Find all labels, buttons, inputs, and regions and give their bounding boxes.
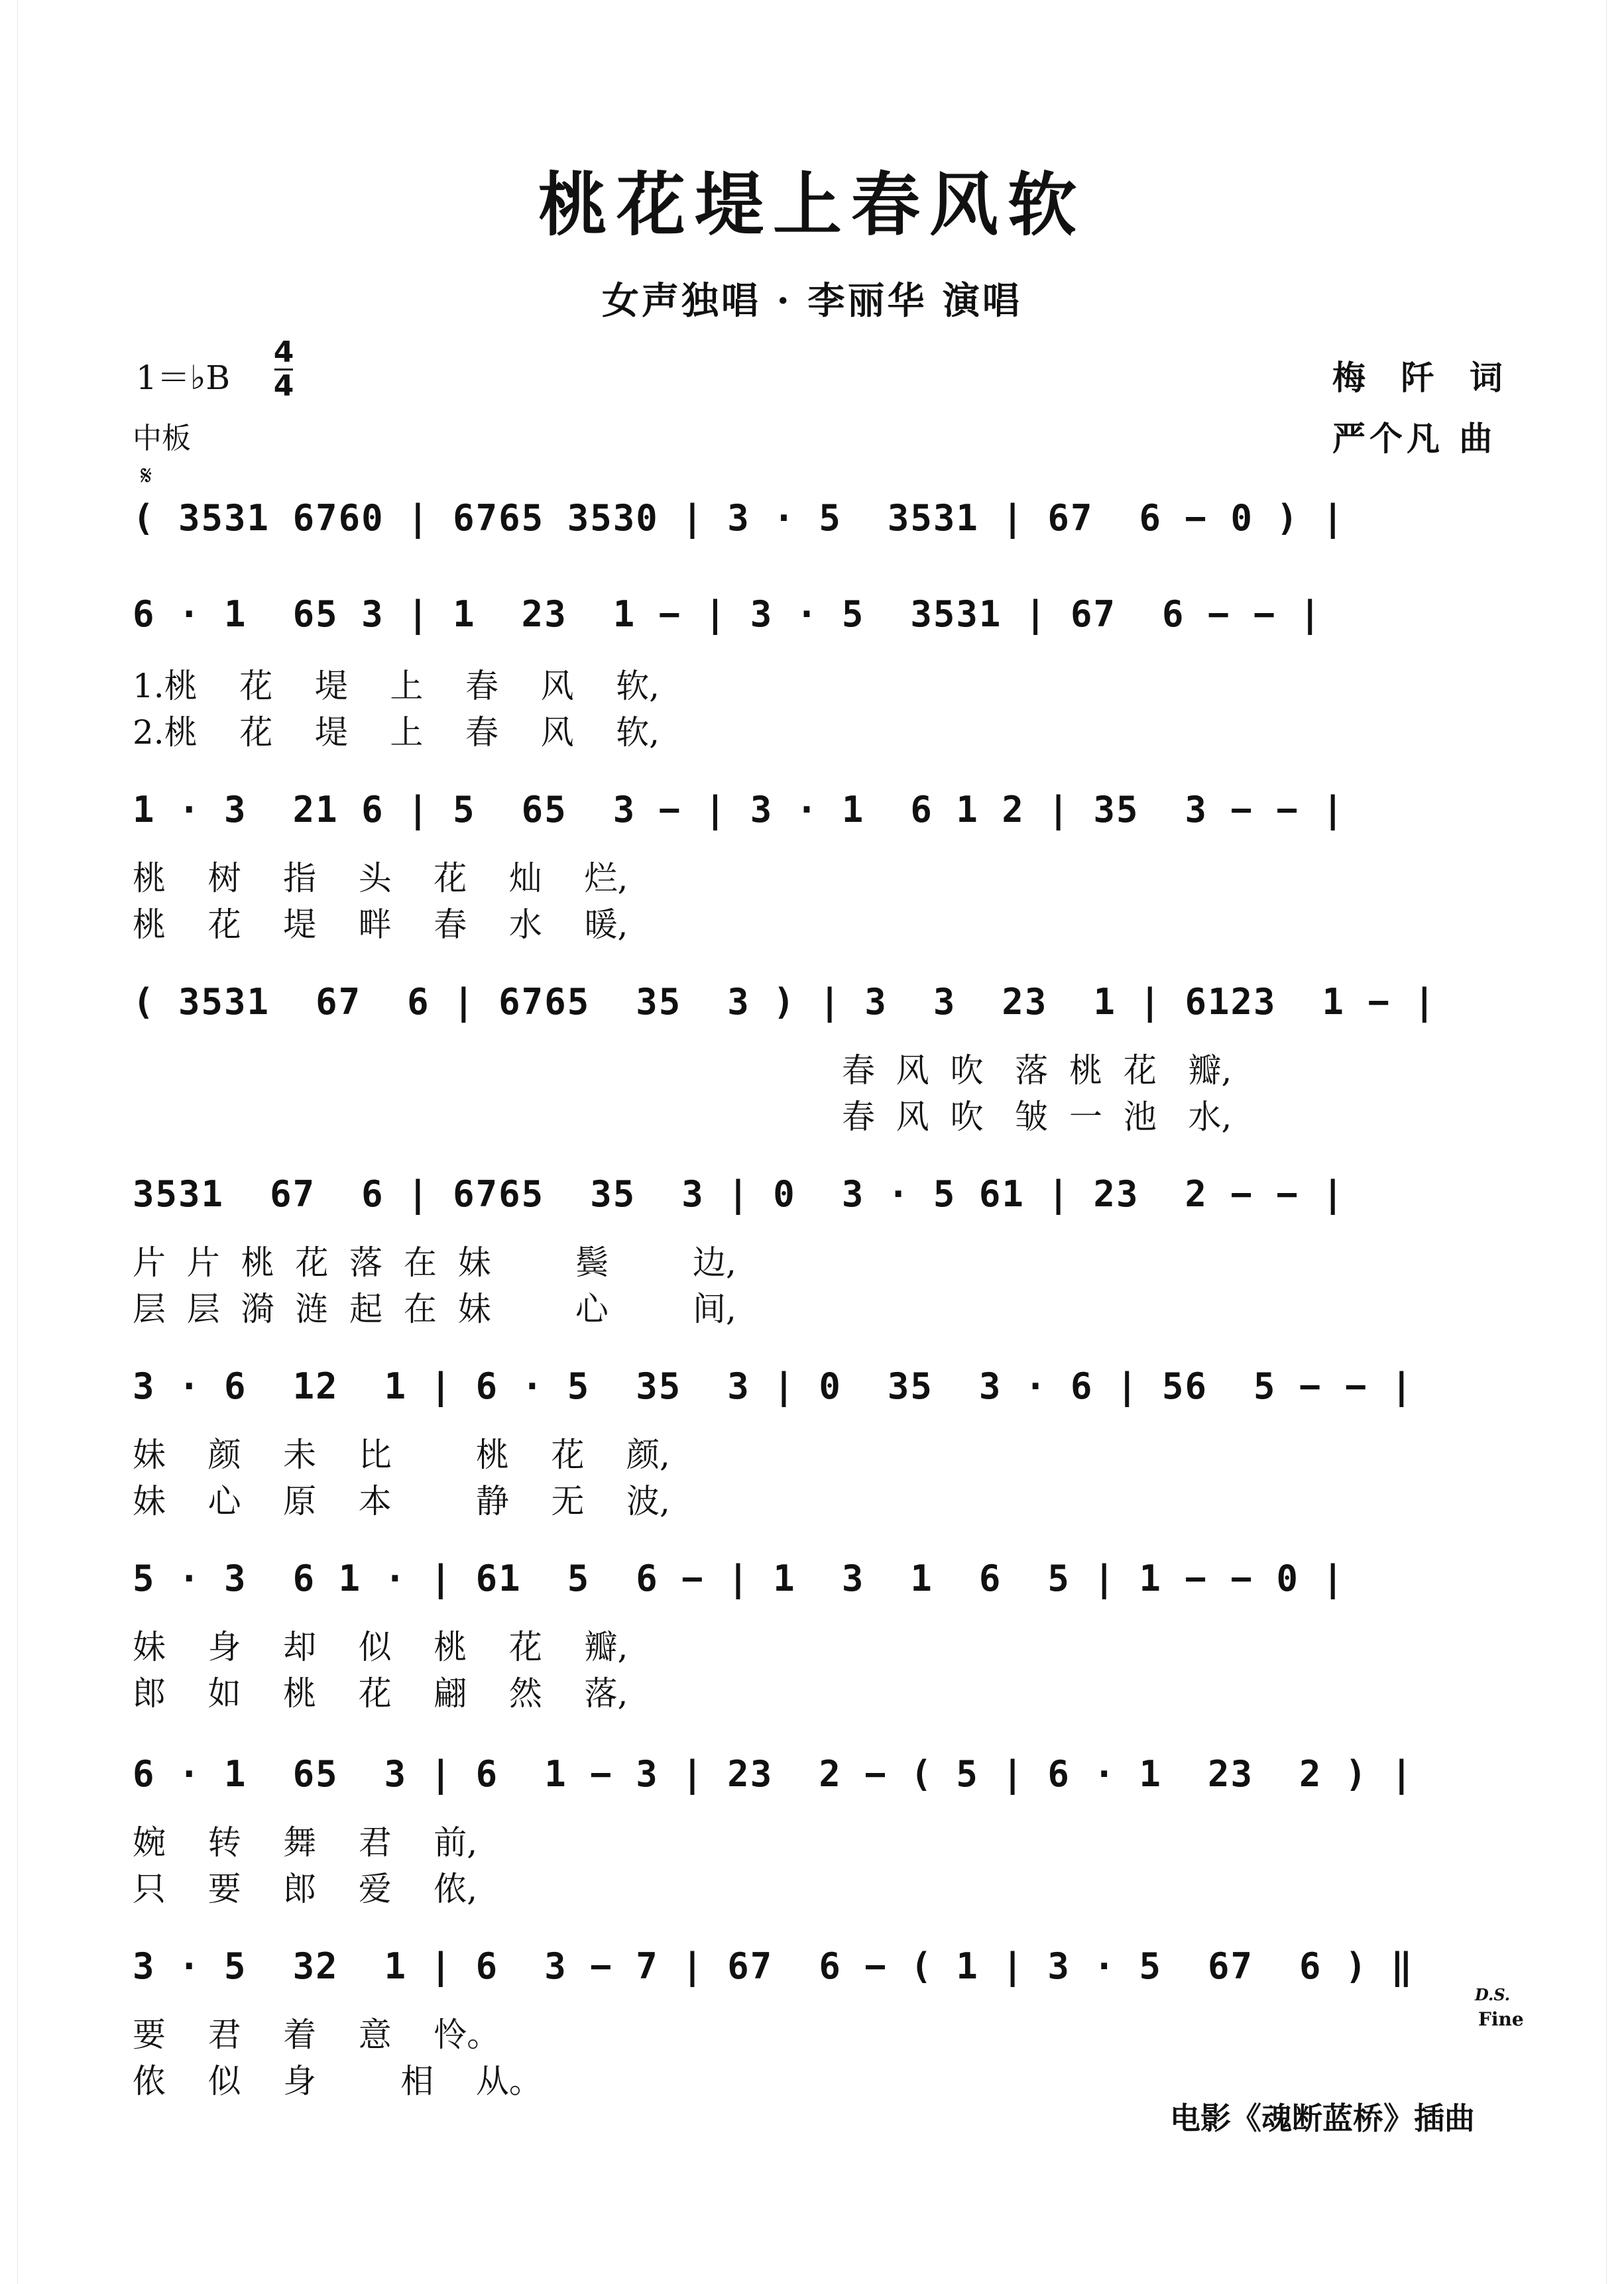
score-line-4 (133, 981, 1505, 1034)
notation-line: 3 · 5 32 1 | 6 3 − 7 | 67 6 − ( 1 | 3 · 5 67 6 ) ‖ (133, 1945, 1414, 1987)
song-title: 桃花堤上春风软 (538, 164, 1086, 245)
lyric-verse-2: 桃 花 堤 畔 春 水 暖, (133, 905, 628, 944)
score-line-9 (133, 1945, 1505, 1998)
notation-line: 3531 67 6 | 6765 35 3 | 0 3 · 5 61 | 23 2 − − | (133, 1173, 1346, 1215)
notation-line: 1 · 3 21 6 | 5 65 3 − | 3 · 1 6 1 2 | 35 3 − − | (133, 789, 1346, 830)
lyric-verse-1: 婉 转 舞 君 前, (133, 1823, 478, 1862)
tempo-marking: 中板 (133, 422, 191, 455)
lyricist-credit: 梅 阡 词 (1332, 358, 1515, 397)
lyric-verse-1: 春 风 吹 落 桃 花 瓣, (842, 1051, 1232, 1090)
lyric-verse-1: 1.桃 花 堤 上 春 风 软, (133, 667, 660, 705)
lyric-verse-1: 妹 身 却 似 桃 花 瓣, (133, 1628, 628, 1666)
lyric-verse-2: 春 风 吹 皱 一 池 水, (842, 1098, 1232, 1136)
key-signature: 1＝♭B (136, 359, 231, 397)
lyric-verse-2: 郎 如 桃 花 翩 然 落, (133, 1674, 628, 1713)
dal-segno-marking: D.S. (1475, 1985, 1511, 2004)
segno-sign: 𝄋 (141, 461, 152, 491)
notation-line: 6 · 1 65 3 | 1 23 1 − | 3 · 5 3531 | 67 6 − − | (133, 593, 1322, 635)
time-signature-top: 4 (273, 335, 294, 369)
fine-marking: Fine (1478, 2008, 1524, 2030)
lyric-verse-1: 妹 颜 未 比 桃 花 颜, (133, 1436, 670, 1474)
lyric-verse-2: 2.桃 花 堤 上 春 风 软, (133, 713, 660, 752)
lyric-verse-2: 层 层 漪 涟 起 在 妹 心 间, (133, 1290, 736, 1328)
right-margin-strip (1606, 0, 1624, 2284)
left-margin-strip (0, 0, 18, 2284)
time-signature (270, 335, 297, 403)
lyric-verse-1: 桃 树 指 头 花 灿 烂, (133, 859, 628, 897)
time-signature-bottom: 4 (273, 369, 294, 403)
notation-line: 5 · 3 6 1 · | 61 5 6 − | 1 3 1 6 5 | 1 − − 0 | (133, 1558, 1346, 1599)
lyric-verse-1: 要 君 着 意 怜。 (133, 2016, 500, 2054)
notation-line: 6 · 1 65 3 | 6 1 − 3 | 23 2 − ( 5 | 6 · 1 23 2 ) | (133, 1753, 1414, 1795)
score-line-1 (133, 497, 1505, 550)
composer-credit: 严个凡 曲 (1332, 419, 1497, 458)
song-subtitle: 女声独唱 · 李丽华 演唱 (602, 279, 1022, 323)
score-line-5 (133, 1173, 1505, 1226)
notation-line: ( 3531 67 6 | 6765 35 3 ) | 3 3 23 1 | 6123 1 − | (133, 981, 1437, 1023)
lyric-verse-2: 只 要 郎 爱 侬, (133, 1870, 478, 1908)
score-line-6 (133, 1365, 1505, 1418)
lyric-verse-2: 侬 似 身 相 从。 (133, 2062, 542, 2100)
source-note: 电影《魂断蓝桥》插曲 (1170, 2100, 1475, 2136)
lyric-verse-2: 妹 心 原 本 静 无 波, (133, 1482, 670, 1520)
notation-line: 3 · 6 12 1 | 6 · 5 35 3 | 0 35 3 · 6 | 56 5 − − | (133, 1365, 1414, 1407)
score-line-2 (133, 593, 1505, 646)
notation-line: ( 3531 6760 | 6765 3530 | 3 · 5 3531 | 67 6 − 0 ) | (133, 497, 1346, 539)
score-line-8 (133, 1753, 1505, 1806)
score-line-3 (133, 789, 1505, 842)
lyric-verse-1: 片 片 桃 花 落 在 妹 鬓 边, (133, 1243, 736, 1282)
score-line-7 (133, 1558, 1505, 1611)
